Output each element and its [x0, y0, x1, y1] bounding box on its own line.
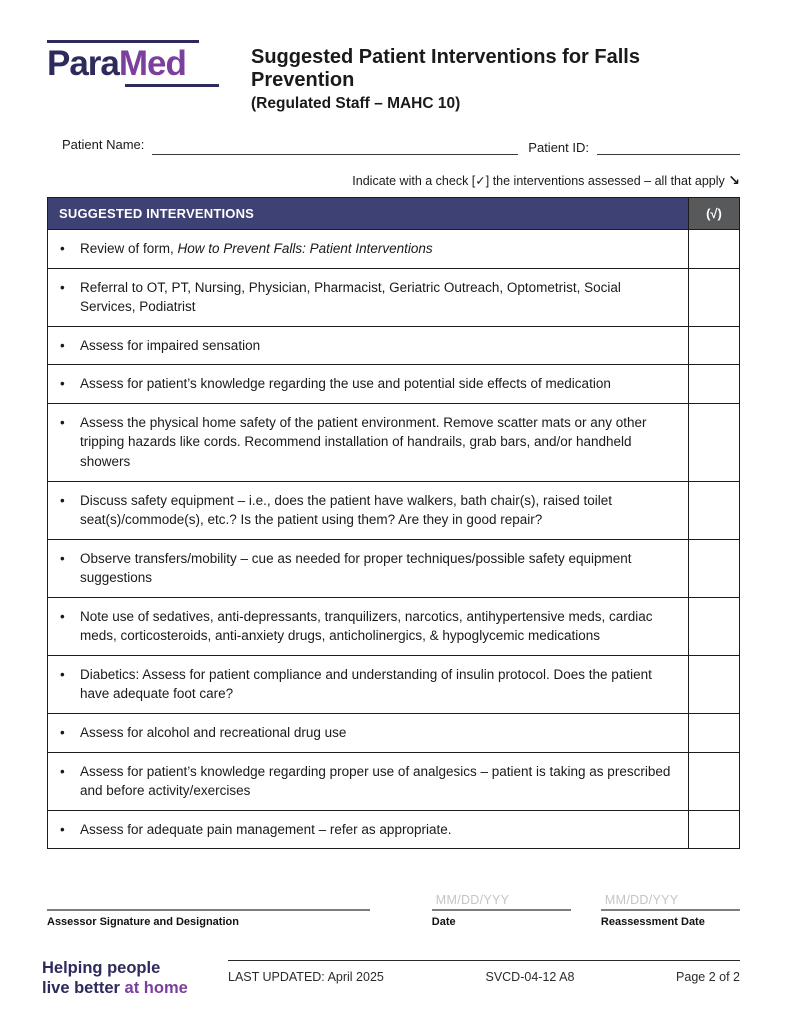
check-cell[interactable] [689, 268, 740, 326]
assessor-signature-label: Assessor Signature and Designation [47, 916, 239, 929]
page-title: Suggested Patient Interventions for Falls Prevention [251, 46, 640, 91]
bullet-icon: • [60, 608, 65, 624]
signature-section [47, 893, 740, 928]
logo-part-med: Med [118, 44, 186, 83]
intervention-text: • Diabetics: Assess for patient compliance and understanding of insulin protocol. Does the patient have adequate foot care? [48, 655, 689, 713]
last-updated-text: LAST UPDATED: April 2025 [228, 970, 384, 984]
bullet-icon: • [60, 279, 65, 295]
date-placeholder: MM/DD/YYY [435, 893, 510, 908]
intervention-text: • Assess for alcohol and recreational drug use [48, 714, 689, 753]
intervention-text: • Referral to OT, PT, Nursing, Physician, Pharmacist, Geriatric Outreach, Optometrist, Social Services, Podiatrist [48, 268, 689, 326]
table-row [48, 597, 740, 655]
intervention-text: • Discuss safety equipment – i.e., does the patient have walkers, bath chair(s), raised toilet seat(s)/commode(s), etc.? Is the patient using them? Are they in good repair? [48, 481, 689, 539]
bullet-icon: • [60, 414, 65, 430]
intervention-text: • Note use of sedatives, anti-depressants, tranquilizers, narcotics, antihypertensive meds, cardiac meds, corticosteroids, anti-anxiety drugs, anticholinergics, & hypoglycemic medications [48, 597, 689, 655]
table-row [48, 752, 740, 810]
intervention-text: • Assess for adequate pain management – refer as appropriate. [48, 810, 689, 849]
brand-tagline [42, 958, 188, 998]
intervention-text: • Assess the physical home safety of the patient environment. Remove scatter mats or any other tripping hazards like cords. Recommend installation of handrails, grab bars, and/or handheld showers [48, 403, 689, 481]
intervention-text: • Assess for patient’s knowledge regarding the use and potential side effects of medication [48, 365, 689, 404]
patient-id-field[interactable] [597, 139, 740, 155]
check-cell[interactable] [689, 403, 740, 481]
document-code: SVCD-04-12 A8 [485, 970, 575, 984]
page-subtitle: (Regulated Staff – MAHC 10) [251, 95, 461, 112]
intervention-text: • Assess for impaired sensation [48, 326, 689, 365]
patient-name-label: Patient Name: [62, 137, 145, 152]
bullet-icon: • [60, 241, 65, 256]
page-number: Page 2 of 2 [676, 970, 740, 984]
table-row [48, 268, 740, 326]
tagline-line1: Helping people [42, 959, 161, 977]
page-header [47, 38, 740, 113]
intervention-text: • Review of form, How to Prevent Falls: Patient Interventions [48, 230, 689, 269]
check-cell[interactable] [689, 810, 740, 849]
interventions-body [48, 230, 740, 849]
patient-id-label: Patient ID: [528, 140, 589, 155]
bullet-icon: • [60, 725, 65, 740]
table-row [48, 539, 740, 597]
bullet-icon: • [60, 376, 65, 392]
bullet-icon: • [60, 763, 65, 779]
check-cell[interactable] [689, 752, 740, 810]
assessor-signature-block [47, 909, 370, 928]
table-row [48, 365, 740, 404]
table-header-row [48, 198, 740, 230]
table-row [48, 714, 740, 753]
date-block [432, 893, 571, 928]
tagline-line2-navy: live better [42, 979, 125, 998]
date-label: Date [431, 916, 456, 929]
footer-bar [228, 960, 740, 984]
check-cell[interactable] [689, 230, 740, 269]
title-block [251, 38, 740, 113]
check-cell[interactable] [689, 539, 740, 597]
table-row [48, 403, 740, 481]
check-cell[interactable] [689, 714, 740, 753]
bullet-icon: • [60, 492, 65, 508]
check-cell[interactable] [689, 655, 740, 713]
check-column-header: (√) [689, 198, 740, 230]
intervention-text: • Observe transfers/mobility – cue as needed for proper techniques/possible safety equipment suggestions [48, 539, 689, 597]
assessor-signature-field[interactable] [47, 909, 370, 911]
bullet-icon: • [60, 666, 65, 682]
intervention-text: • Assess for patient’s knowledge regarding proper use of analgesics – patient is taking as prescribed and before activity/exercises [48, 752, 689, 810]
bullet-icon: • [60, 337, 65, 353]
logo-wordmark [47, 46, 219, 81]
table-row [48, 230, 740, 269]
logo-part-para: Para [47, 44, 119, 83]
tagline-line2-purple: at home [124, 979, 188, 998]
bullet-icon: • [60, 550, 65, 566]
instruction-line [47, 172, 740, 189]
patient-name-field[interactable] [152, 139, 518, 155]
reassessment-date-field[interactable] [601, 909, 740, 911]
reassessment-date-placeholder: MM/DD/YYY [604, 893, 679, 908]
interventions-table [47, 197, 740, 849]
table-row [48, 326, 740, 365]
interventions-header: SUGGESTED INTERVENTIONS [48, 198, 689, 230]
check-cell[interactable] [689, 597, 740, 655]
bullet-icon: • [60, 821, 65, 837]
patient-info-row [47, 139, 740, 155]
southeast-arrow-icon: ↘ [728, 172, 740, 188]
date-field[interactable] [432, 909, 571, 911]
table-row [48, 481, 740, 539]
logo-bottom-rule [125, 84, 219, 87]
paramed-logo [47, 38, 219, 87]
reassessment-date-label: Reassessment Date [600, 916, 705, 929]
check-cell[interactable] [689, 326, 740, 365]
check-cell[interactable] [689, 365, 740, 404]
logo-top-rule [47, 40, 199, 43]
table-row [48, 655, 740, 713]
check-cell[interactable] [689, 481, 740, 539]
instruction-text: Indicate with a check [✓] the interventions assessed – all that apply [352, 174, 729, 188]
reassessment-date-block [601, 893, 740, 928]
table-row [48, 810, 740, 849]
